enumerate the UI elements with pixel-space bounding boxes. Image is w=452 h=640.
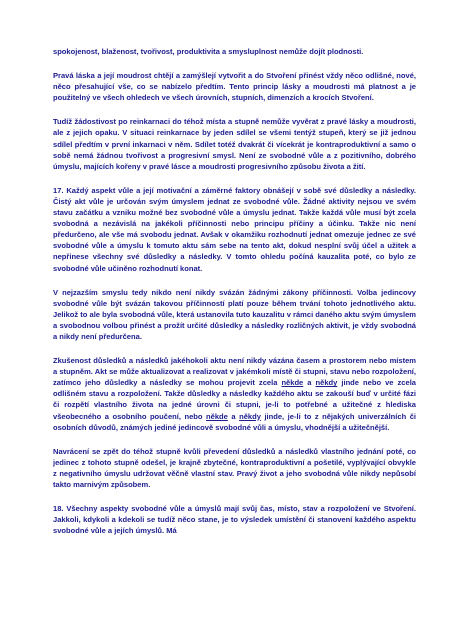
paragraph-tudiz: Tudíž žádostivost po reinkarnaci do téhož místa a stupně nemůže vyvěrat z pravé lásky a moudrosti, ale z jejich opaku. V situaci reinkarnace by jeden sdílel se všemi tentýž stupeň, který se již jednou sdílel předtím v první inkarnaci v něm. Sdílet totéž dvakrát či vícekrát je kontraproduktivní a samo o sobě nemá žádnou tvořivost a progresivní smysl. Není ze svobodné vůle a z pozitivního, dobrého úmyslu, majících kořeny v pravé lásce a moudrosti progresivního způsobu života a žití. <box>53 117 416 171</box>
paragraph-prava-laska: Pravá láska a její moudrost chtějí a zamýšlejí vytvořit a do Stvoření přinést vždy něco odlišné, nové, něco přesahující vše, co se nabízelo předtím. Tento princip lásky a moudrosti má platnost a je použitelný ve všech ohledech ve všech úrovních, stupních, dimenzích a krocích Stvoření. <box>53 71 416 103</box>
paragraph-nejzazsim: V nejzazším smyslu tedy nikdo není nikdy svázán žádnými zákony příčinnosti. Volba jedincovy svobodné vůle být svázán takovou příčinností platí pouze během trvání tohoto jednotlivého aktu. Jelikož to ale byla svobodná vůle, která ustanovila tuto kauzalitu v rámci daného aktu svým úmyslem a svobodnou volbou přinést a prožít určité důsledky a následky rozličných aktivit, je vždy svobodná a nikdy není předurčena. <box>53 287 416 341</box>
underlined-word: někdy <box>315 378 338 388</box>
text-segment: jinde, je-li to z nějakých univerzálních či osobních důvodů, známých jediné jedincově svobodné vůli a úmyslu, vhodnější a užitečnější. <box>53 411 416 432</box>
document-page <box>53 46 416 549</box>
underlined-word: někde <box>206 411 228 421</box>
text-segment: a <box>303 378 316 388</box>
paragraph-navraceni: Navrácení se zpět do téhož stupně kvůli převedení důsledků a následků vlastního jednání poté, co jedinec z tohoto stupně odešel, je krajně zbytečné, kontraproduktivní a pošetilé, vyplývající obvykle z negativního úmyslu udržovat věčně vlastní stav. Pravý život a jeho svobodná vůle nikdy nepůsobí takto marnivým způsobem. <box>53 446 416 489</box>
paragraph-17: 17. Každý aspekt vůle a její motivační a záměrné faktory obnášejí v sobě své důsledky a následky. Čistý akt vůle je určován svým úmyslem jednat ze svobodné vůle. Žádné aktivity nejsou ve svém stavu začátku a vzniku možné bez svobodné vůle a úmyslu jednat. Takže každá vůle musí být zcela svobodná a nezávislá na jakékoli příčinnosti nebo principu příčiny a účinku. Takže nic není předurčeno, ale vše má svobodu jednat. Avšak v okamžiku rozhodnutí jednat omezuje jednec ze své svobodné vůle a úmyslu k tomuto aktu sám sebe na tento akt, dokud nesplní svůj účel a užitek a nepřinese všechny své důsledky a následky. V tomto ohledu počíná kauzalita poté, co bylo ze svobodné vůle učiněno rozhodnutí konat. <box>53 185 416 273</box>
underlined-word: někde <box>281 378 304 388</box>
text-segment: Zkušenost důsledků a následků jakéhokoli aktu není nikdy vázána časem a prostorem nebo místem a stupněm. Akt se může aktualizovat a realizovat v jakémkoli místě či stupni, stavu nebo rozpoložení, zatímco jeho důsledky a následky se mohou projevit zcela <box>53 356 416 388</box>
paragraph-continuation: spokojenost, blaženost, tvořivost, produktivita a smysluplnost nemůže dojít plodnosti. <box>53 47 364 56</box>
paragraph-zkusenost <box>53 355 416 433</box>
text-segment: jinde nebo ve zcela odlišném stavu a rozpoložení. Takže důsledky a následky každého aktu se zakouší buď v určité fázi či rozpětí vlastního života na jedné úrovni či stupni, je-li to potřebné a užitečné z hlediska všeobecného a osobního poučení, nebo <box>53 378 416 421</box>
underlined-word: někdy <box>239 411 261 421</box>
text-segment: a <box>227 411 240 421</box>
paragraph-18: 18. Všechny aspekty svobodné vůle a úmyslů mají svůj čas, místo, stav a rozpoložení ve Stvoření. Jakkoli, kdykoli a kdekoli se tudíž něco stane, je to výsledek umístění či stanovení každého aspektu svobodné vůle a jejích úmyslů. Má <box>53 504 416 536</box>
